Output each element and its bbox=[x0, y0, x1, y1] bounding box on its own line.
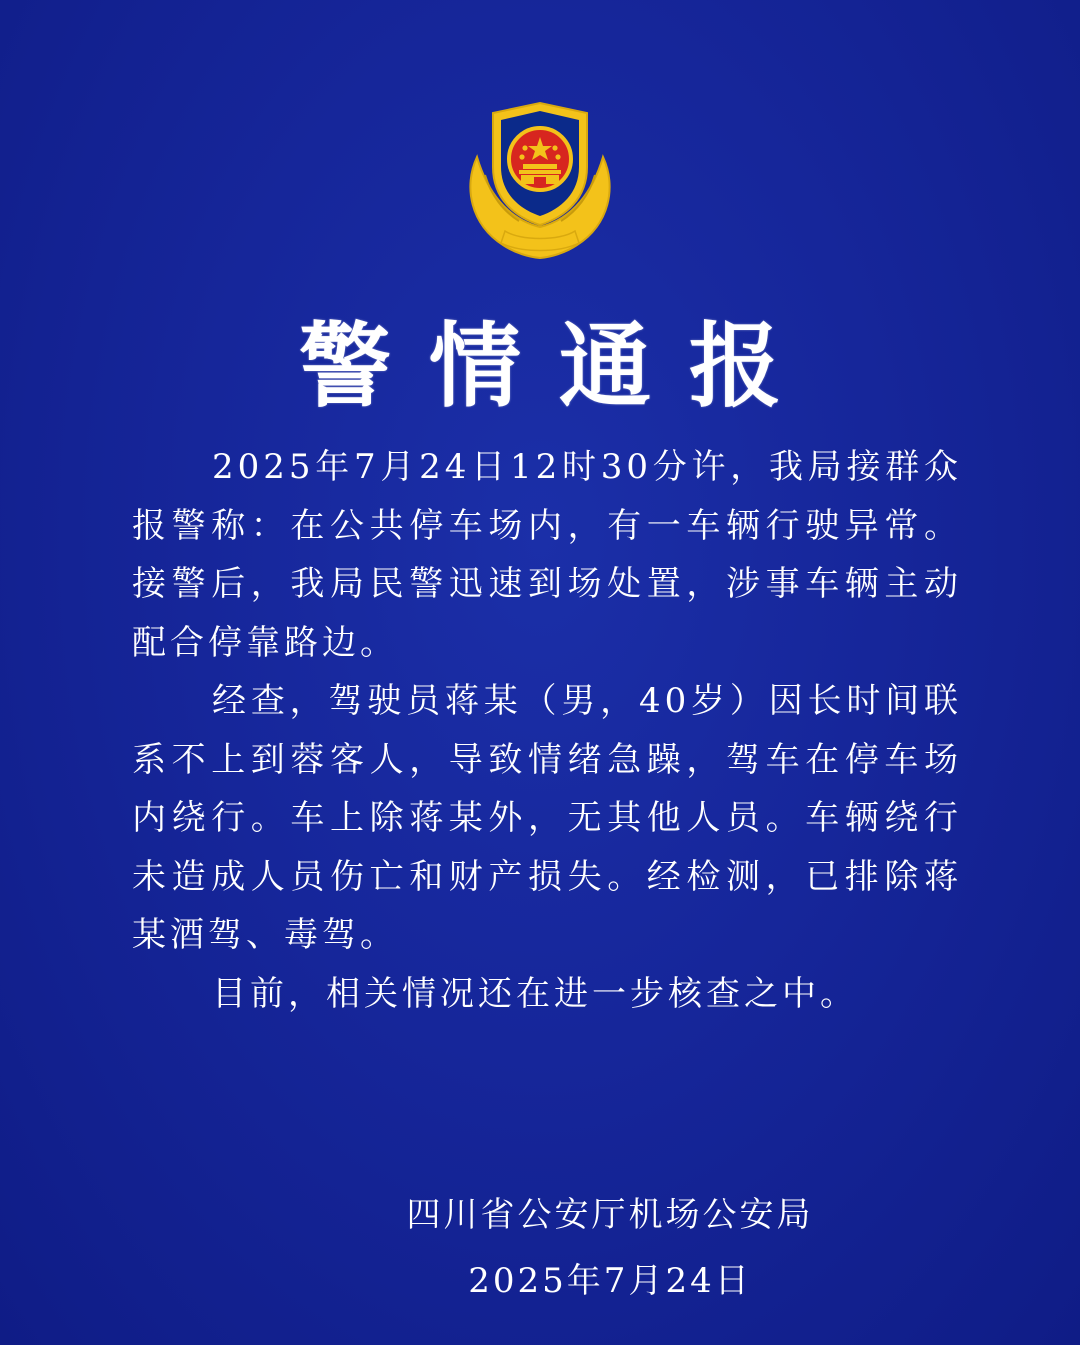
notice-body bbox=[132, 438, 962, 1023]
issue-date: 2025年7月24日 bbox=[468, 1261, 752, 1301]
police-emblem-icon bbox=[455, 95, 625, 265]
notice-paragraph: 2025年7月24日12时30分许，我局接群众报警称：在公共停车场内，有一车辆行驶异常。接警后，我局民警迅速到场处置，涉事车辆主动配合停靠路边。 bbox=[132, 447, 962, 663]
issuer-name: 四川省公安厅机场公安局 bbox=[406, 1195, 814, 1235]
notice-title: 警情通报 bbox=[298, 313, 819, 420]
signature-block bbox=[380, 1186, 840, 1310]
notice-paragraph: 经查，驾驶员蒋某（男，40岁）因长时间联系不上到蓉客人，导致情绪急躁，驾车在停车场内绕行。车上除蒋某外，无其他人员。车辆绕行未造成人员伤亡和财产损失。经检测，已排除蒋某酒驾、毒驾。 bbox=[132, 681, 962, 955]
notice-paragraph: 目前，相关情况还在进一步核查之中。 bbox=[212, 973, 858, 1014]
